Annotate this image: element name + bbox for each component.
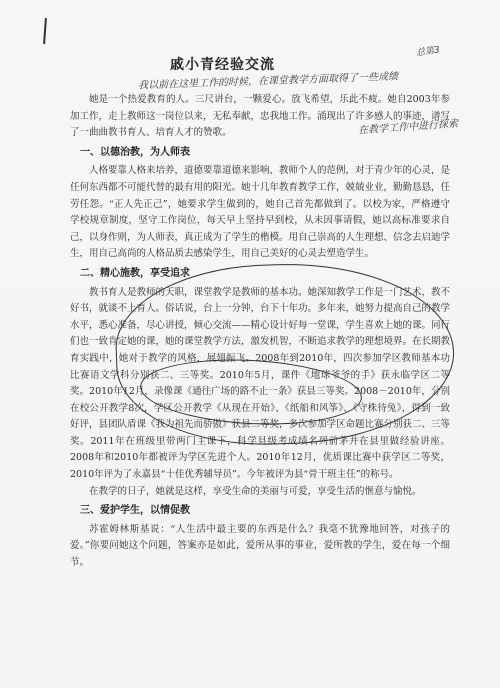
paragraph: 她是一个热爱教育的人。三尺讲台，一颗爱心。放飞希望，乐此不疲。她自2003年参加工作，走上教师这一岗位以来，无私奉献，忠我地工作。涌现出了许多感人的事迹，谱写了一曲曲教书育人、培育人才的赞歌。 [70, 94, 451, 139]
paragraph: 人格要靠人格来培养，道德要靠道德来影响，教师个人的范例，对于青少年的心灵，是任何东西都不可能代替的最有用的阳光。她十几年教育教学工作，兢兢业业，勤勤恳恳，任劳任怨。“正人先正己”，她要求学生做到的，她自己首先都做到了。以校为家，严格遵守学校规章制度，坚守工作岗位，每天早上坚持早到校，从未因事请假，她以高标准要求自己，以身作则，为人师表，真正成为了学生的楷模。用自己崇高的人生理想、信念去启迪学生，用自己高尚的人格品质去感染学生，用自己美好的心灵去塑造学生。 [70, 165, 451, 260]
paragraph: 在教学的日子，她就是这样，享受生命的美丽与可爱，享受生活的惬意与愉悦。 [89, 485, 422, 497]
handwritten-right-note: 在教学工作中进行探索 [357, 118, 459, 137]
section-heading: 一、以德治教，为人师表 [80, 146, 190, 158]
handwritten-top-note: 我以前在这里工作的时候，在课堂教学方面取得了一些成绩 [137, 71, 399, 92]
paragraph: 苏霍姆林斯基说：“人生活中最主要的东西是什么？我毫不犹豫地回答，对孩子的爱。”你要问她这个问题，答案亦是如此，爱所从事的事业，爱所教的学生，爱在每一个细节。 [70, 523, 450, 569]
section-heading: 二、精心施教，享受追求 [80, 267, 190, 279]
handwritten-corner-note: 总第3 [415, 45, 441, 59]
margin-pen-mark [43, 18, 47, 44]
paragraph: 教书育人是教师的天职，课堂教学是教师的基本功。她深知教学工作是一门艺术，教不好书，就谈不上育人。俗话说，台上一分钟，台下十年功。多年来，她努力提高自己的教学水平，悉心准备，尽心讲授，倾心交流——精心设计好每一堂课，学生喜欢上她的课。同行们也一致肯定她的课，她的课堂教学方法，激发机智，不断追求教学的理想境界。在长期教育实践中，她对于教学的风格，展翅振飞。2008年到2010年，四次参加学区教师基本功比赛语文学科分别获二、三等奖。2010年5月，课件《地球爷爷的手》获永临学区二等奖。2010年12月，录像课《通往广场的路不止一条》获县三等奖。2008－2010年，分别在校公开教学8次，学区公开教学《从现在开始》、《纸船和风筝》、《守株待兔》，得到一致好评，县团队盾课《我为祖先而骄傲》获县二等奖，多次参加学区命题比赛分别获二、三等奖。2011年在班级里带两门主课下，科学县级考成绩名列前茅并在县里做经验讲座。2008年和2010年都被评为学区先进个人。2010年12月，优质课比赛中获学区二等奖，2010年评为了永嘉县“十佳优秀辅导员”。今年被评为县“骨干班主任”的称号。 [70, 286, 451, 481]
page-title: 戚小青经验交流 [170, 57, 275, 73]
section-heading: 三、爱护学生，以情促教 [80, 505, 190, 517]
